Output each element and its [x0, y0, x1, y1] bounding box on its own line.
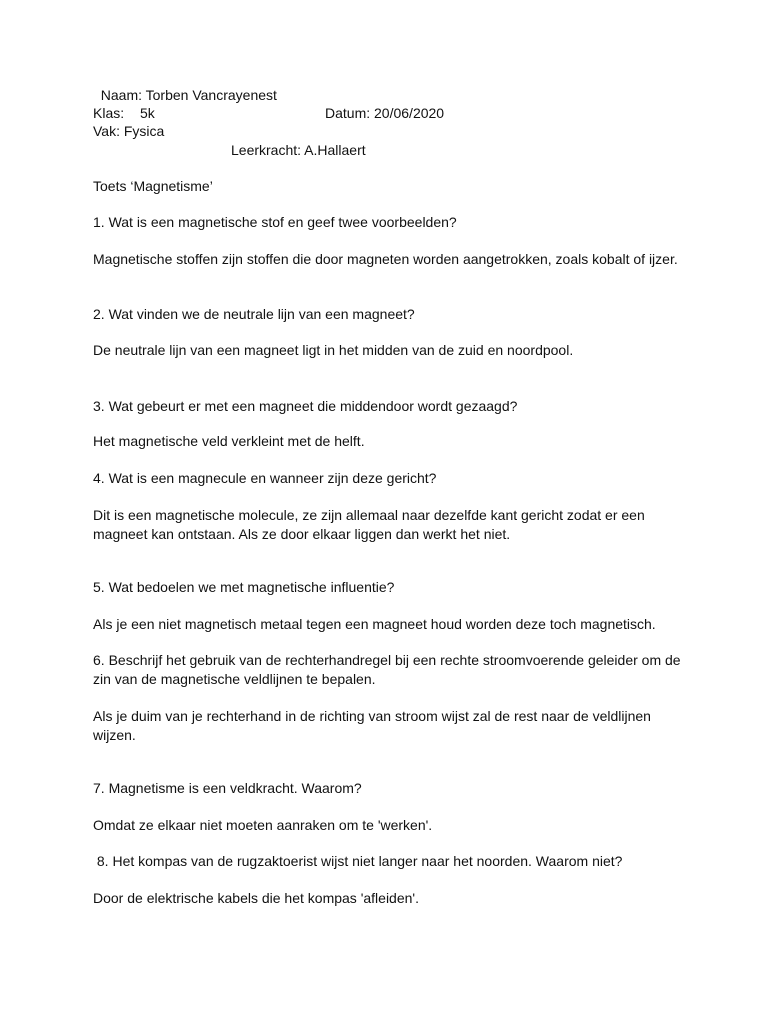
answer-1: Magnetische stoffen zijn stoffen die door magneten worden aangetrokken, zoals kobalt of ijzer.: [93, 251, 678, 267]
question-8: 8. Het kompas van de rugzaktoerist wijst niet langer naar het noorden. Waarom niet?: [93, 853, 623, 869]
question-2: 2. Wat vinden we de neutrale lijn van een magneet?: [93, 306, 415, 322]
answer-2: De neutrale lijn van een magneet ligt in het midden van de zuid en noordpool.: [93, 342, 574, 358]
question-6: 6. Beschrijf het gebruik van de rechterhandregel bij een rechte stroomvoerende geleider om de zin van de magnetische veldlijnen te bepalen.: [93, 652, 681, 687]
answer-5: Als je een niet magnetisch metaal tegen een magneet houd worden deze toch magnetisch.: [93, 616, 656, 632]
student-name: Naam: Torben Vancrayenest: [93, 87, 277, 103]
class-value: 5k: [140, 105, 155, 121]
test-date: Datum: 20/06/2020: [325, 105, 445, 121]
test-title: Toets ‘Magnetisme’: [93, 178, 213, 194]
question-5: 5. Wat bedoelen we met magnetische influentie?: [93, 579, 395, 595]
class-label: Klas:: [93, 105, 125, 121]
question-1: 1. Wat is een magnetische stof en geef twee voorbeelden?: [93, 214, 457, 230]
teacher: Leerkracht: A.Hallaert: [231, 142, 366, 158]
answer-7: Omdat ze elkaar niet moeten aanraken om te 'werken'.: [93, 817, 433, 833]
answer-4: Dit is een magnetische molecule, ze zijn allemaal naar dezelfde kant gericht zodat er een magneet kan ontstaan. Als ze door elkaar liggen dan werkt het niet.: [93, 507, 645, 542]
answer-6: Als je duim van je rechterhand in de richting van stroom wijst zal de rest naar de veldlijnen wijzen.: [93, 708, 651, 743]
question-4: 4. Wat is een magnecule en wanneer zijn deze gericht?: [93, 470, 437, 486]
answer-8: Door de elektrische kabels die het kompas 'afleiden'.: [93, 890, 419, 906]
subject: Vak: Fysica: [93, 123, 165, 139]
question-3: 3. Wat gebeurt er met een magneet die middendoor wordt gezaagd?: [93, 398, 518, 414]
answer-3: Het magnetische veld verkleint met de helft.: [93, 433, 365, 449]
question-7: 7. Magnetisme is een veldkracht. Waarom?: [93, 780, 362, 796]
